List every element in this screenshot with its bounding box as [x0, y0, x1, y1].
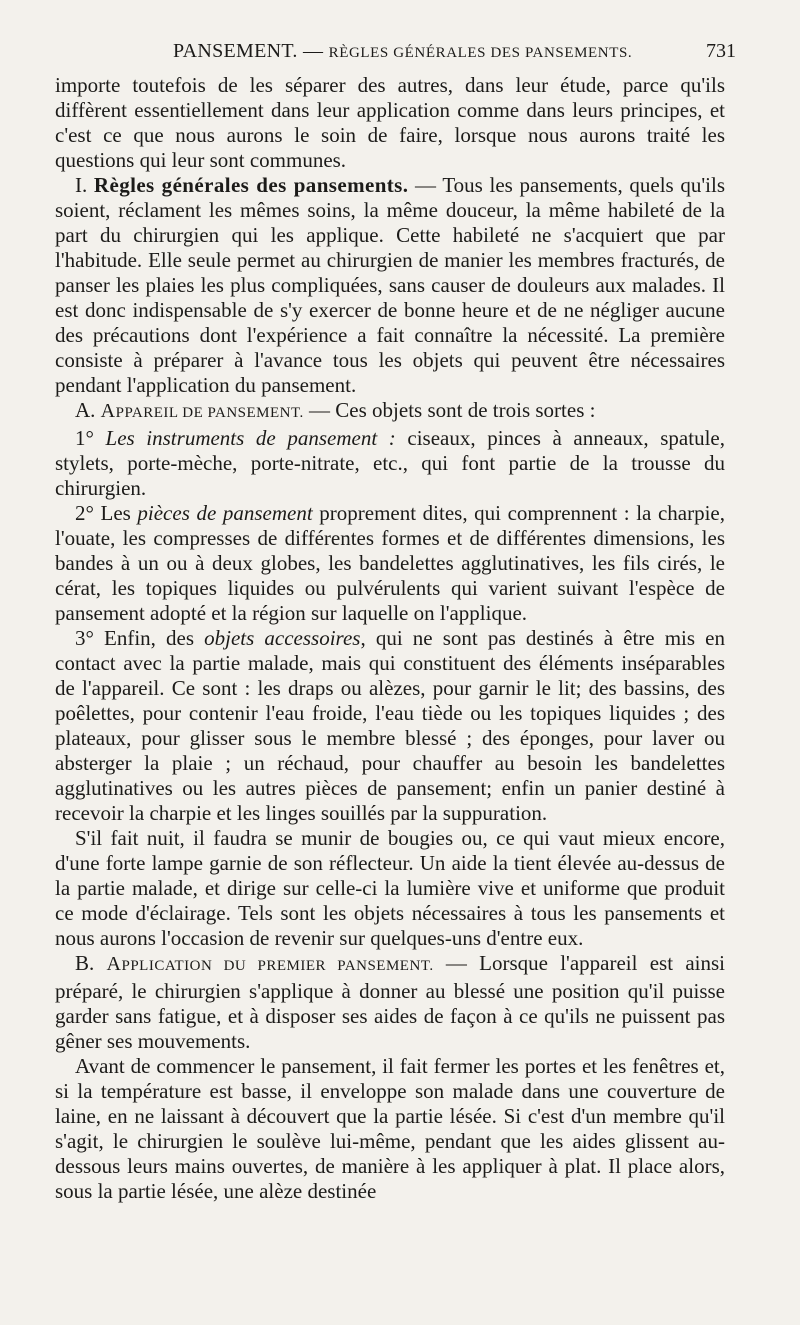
subsection-heading: APPLICATION DU PREMIER PANSEMENT.	[106, 953, 434, 975]
paragraph-continuation: importe toutefois de les séparer des autres, dans leur étude, parce qu'ils diffèrent essentiellement dans leur application comme dans leurs principes, et c'est ce que nous aurons le soin de faire, lorsque nous aurons traité les questions qui leur sont communes.	[55, 73, 725, 172]
body-text	[55, 73, 725, 1204]
item-emphasis: Les instruments de pansement :	[105, 426, 396, 450]
subsection-text: — Lorsque l'appareil est ainsi préparé, le chirurgien s'applique à donner au blessé une position qu'il puisse garder sans fatigue, et à disposer ses aides de façon à ce qu'ils ne puissent pas gêner ses mouvements.	[55, 951, 725, 1053]
running-title-sub: RÈGLES GÉNÉRALES DES PANSEMENTS.	[328, 45, 633, 61]
page-number: 731	[706, 40, 736, 62]
paragraph-subsection-b	[55, 951, 725, 1054]
item-emphasis: pièces de pansement	[137, 501, 313, 525]
paragraph-subsection-a	[55, 398, 725, 426]
paragraph-before-dressing: Avant de commencer le pansement, il fait fermer les portes et les fenêtres et, si la température est basse, il enveloppe son malade dans une couverture de laine, en ne laissant à découvert que la partie lésée. Si c'est d'un membre qu'il s'agit, le chirurgien le soulève lui-même, pendant que les aides glissent au-dessous leurs mains ouvertes, de manière à les appliquer à plat. Il place alors, sous la partie lésée, une alèze destinée	[55, 1054, 725, 1203]
subsection-heading: APPAREIL DE PANSEMENT.	[100, 400, 304, 422]
section-text: — Tous les pansements, quels qu'ils soient, réclament les mêmes soins, la même douceur, la même habileté de la part du chirurgien qui les applique. Cette habileté ne s'acquiert que par l'habitude. Elle seule permet au chirurgien de manier les membres fracturés, de panser les plaies les plus compliquées, sans causer de douleurs aux malades. Il est donc indispensable de s'y exercer de bonne heure et de ne négliger aucune des précautions dont l'expérience a fait connaître la nécessité. La première consiste à préparer à l'avance tous les objets qui peuvent être nécessaires pendant l'application du pansement.	[55, 173, 725, 397]
paragraph-item-3: 3° Enfin, des objets accessoires, qui ne sont pas destinés à être mis en contact avec la partie malade, mais qui constituent des éléments inséparables de l'appareil. Ce sont : les draps ou alèzes, pour garnir le lit; des bassins, des poêlettes, pour contenir l'eau froide, l'eau tiède ou les topiques liquides ; des plateaux, pour glisser sous le membre blessé ; des éponges, pour laver ou absterger la plaie ; un réchaud, pour chauffer au besoin les bandelettes agglutinatives ou les autres pièces de pansement; enfin un panier destiné à recevoir la charpie et les linges souillés par la suppuration.	[55, 626, 725, 825]
section-number: I.	[75, 173, 94, 197]
section-heading: Règles générales des pansements.	[93, 173, 409, 197]
subsection-letter: A.	[75, 398, 101, 422]
running-title	[173, 40, 632, 63]
paragraph-item-1: 1° Les instruments de pansement : ciseaux, pinces à anneaux, spatule, stylets, porte-mèche, porte-nitrate, etc., qui font partie de la trousse du chirurgien.	[55, 426, 725, 500]
subsection-text: — Ces objets sont de trois sortes :	[303, 398, 596, 422]
running-header	[0, 40, 800, 70]
paragraph-night: S'il fait nuit, il faudra se munir de bougies ou, ce qui vaut mieux encore, d'une forte lampe garnie de son réflecteur. Un aide la tient élevée au-dessus de la partie malade, et dirige sur celle-ci la lumière vive et uniforme que produit ce mode d'éclairage. Tels sont les objets nécessaires à tous les pansements et nous aurons l'occasion de revenir sur quelques-uns d'entre eux.	[55, 826, 725, 950]
running-title-main: PANSEMENT. —	[173, 40, 329, 62]
subsection-letter: B.	[75, 951, 107, 975]
paragraph-section-i	[55, 173, 725, 398]
item-emphasis: objets accessoires	[204, 626, 361, 650]
paragraph-item-2: 2° Les pièces de pansement proprement dites, qui comprennent : la charpie, l'ouate, les compresses de différentes formes et de différentes dimensions, les bandes à un ou à deux globes, les bandelettes agglutinatives, les fils cirés, le cérat, les topiques liquides ou pulvérulents qui varient suivant l'espèce de pansement adopté et la région sur laquelle on l'applique.	[55, 501, 726, 625]
